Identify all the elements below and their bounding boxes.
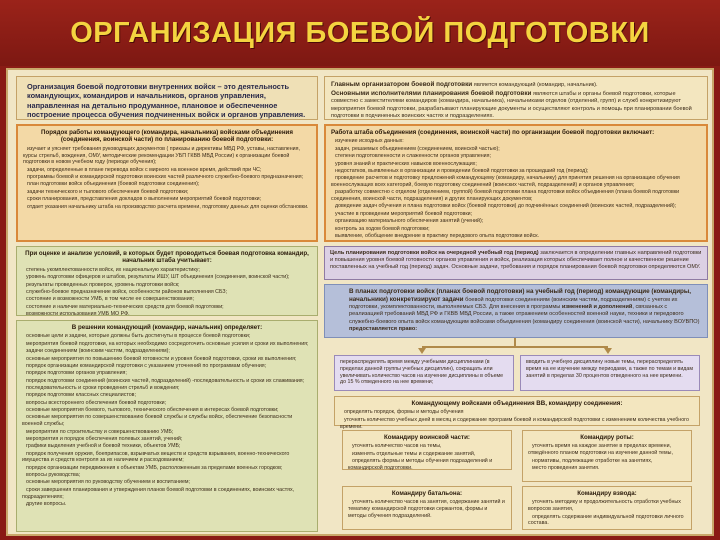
order-item: отдает указания начальнику штаба на производство расчета времени, подготовку данных для оценки обстановки. <box>27 203 309 210</box>
commander-vv-box <box>334 396 700 430</box>
unit-commander-item: уточнять количество часов на темы, <box>352 443 442 450</box>
right-left-box <box>334 355 514 391</box>
analysis-item: степень укомплектованности войск, их национальную характеристику; <box>26 266 200 273</box>
decision-item: основные мероприятия по руководству обучением и воспитанием; <box>26 479 191 486</box>
decision-item: мероприятия боевой подготовки, на которых необходимо сосредоточить основные усилия и сроки их выполнения; <box>26 340 309 347</box>
intro-text: Организация боевой подготовки внутренних войск – это деятельность командующих, командиров и начальников, органов управления, направленная на детально продуманное, плановое и обеспеченное построение процесса обучения подчиненных войск и органов управления. <box>27 82 306 119</box>
unit-commander-item: изменять отдельные темы и содержание занятий, <box>352 450 476 457</box>
hq-box <box>324 124 708 242</box>
decision-box <box>16 320 318 532</box>
company-commander-item: место проведения занятия. <box>532 464 600 471</box>
order-item: задачи технического и тылового обеспечения боевой подготовки; <box>27 188 189 195</box>
organizers-line1: Главным организатором боевой подготовки является командующий (командир, начальник). <box>331 81 598 88</box>
page-title: ОРГАНИЗАЦИЯ БОЕВОЙ ПОДГОТОВКИ <box>70 16 650 49</box>
hq-item: недостатков, выявленных в организации и проведении боевой подготовки за прошедший год (период); <box>335 167 589 174</box>
goal-box <box>324 246 708 280</box>
battalion-commander-item: уточнять количество часов на занятия, содержание занятий и тематику командирской подготовки сержантов, формы и методы обучения подразделений. <box>348 499 505 519</box>
decision-item: порядок подготовки классных специалистов; <box>26 392 136 399</box>
hq-item: степени подготовленности и слаженности органов управления; <box>335 153 491 160</box>
arrow-down-icon <box>418 348 426 354</box>
connector-line <box>514 338 516 346</box>
hq-item: участие в проведении мероприятий боевой подготовки; <box>335 210 473 217</box>
decision-item: задачи соединениям (воинским частям, подразделениям); <box>26 348 170 355</box>
decision-item: вопросы руководства; <box>26 472 81 479</box>
platoon-commander-box <box>522 486 692 530</box>
plans-text: В планах подготовки войск (планах боевой подготовки) на учебный год (период) командующие (командиры, начальники) конкретизируют задачи боевой подготовки соединениям (воинским частям, подразделениям) с учетом их подготовки, укомплектованности, выполняемых СБЗ. Для внесения в программы изменений и дополнений, связанных с реализацией требований МВД РФ и ГКВВ МВД России, а также отражением особенностей военной науки, техники и передового служебно-боевого опыта войск командующим войсками объединения (командиру соединения (воинской части), начальнику ВОУВПО) предоставляется право: <box>349 288 700 332</box>
analysis-item: уровень подготовки офицеров и штабов, результаты ИШУ, ШТ объединения (соединения, воинской части); <box>26 274 290 281</box>
decision-item: другие вопросы. <box>26 500 67 507</box>
company-commander-box <box>522 430 692 482</box>
order-title: Порядок работы командующего (командира, начальника) войсками объединения (соединения, воинской части) по планированию боевой подготовки: <box>41 129 293 144</box>
commander-vv-title: Командующему войсками объединения ВВ, командиру соединения: <box>411 400 623 407</box>
hq-item: задач, решаемых объединением (соединением, воинской частью); <box>335 145 500 152</box>
unit-commander-box <box>342 430 512 470</box>
decision-item: основные мероприятия по совершенствованию боевой службы и службы войск, обеспечение безопасности военной службы; <box>22 414 293 428</box>
decision-item: основные мероприятия боевого, тылового, технического обеспечения в интересах боевой подготовки; <box>26 407 279 414</box>
right-right-text: вводить в учебную дисциплину новые темы, перераспределять время на ее изучение между периодами, а также по темам и видам занятий в пределах 30 процентов отведенного на нее времени. <box>526 359 693 379</box>
decision-item: основные мероприятия по повышению боевой готовности и уровня боевой подготовки, сроки их выполнения; <box>26 355 297 362</box>
platoon-commander-item: уточнять методику и продолжительность отработки учебных вопросов занятия, <box>528 499 681 513</box>
order-item: план подготовки войск объединения (боевой подготовки соединения); <box>27 181 200 188</box>
order-item: сроки планирования, представления докладов о выполнении мероприятий боевой подготовки; <box>27 196 262 203</box>
decision-item: графики выделения учебной и боевой техники, объектов УМБ; <box>26 443 181 450</box>
decision-item: мероприятия по строительству и совершенствованию УМБ; <box>26 428 174 435</box>
company-commander-item: нормативы, подлежащие отработке на занятиях, <box>532 457 653 464</box>
analysis-item: состояние и наличие материально-технических средств для боевой подготовки; <box>26 303 224 310</box>
analysis-title: При оценке и анализе условий, в которых будет проводиться боевая подготовка командир, начальник штаба учитывает: <box>25 250 309 265</box>
hq-item: проведение расчетов и подготовку предложений командующему (командиру, начальнику) для принятия решения на организацию обучения военнослужащих всех категорий, боевую подготовку соединений (воинских частей, подразделений) и органов управления; <box>331 175 680 188</box>
decision-item: порядок получения оружия, боеприпасов, взрывчатых веществ и средств взрывания, военно-технического имущества и средств контроля за их наличием и расходованием; <box>22 450 290 464</box>
platoon-commander-title: Командиру взвода: <box>577 490 637 497</box>
analysis-item: возможности использования УМБ МО РФ. <box>26 311 130 318</box>
decision-title: В решении командующий (командир, начальник) определяет: <box>71 324 263 331</box>
analysis-item: результаты проведенных проверок, уровень подготовки войск; <box>26 281 180 288</box>
order-item: программы боевой и командирской подготовки воинских частей различного служебно-боевого предназначения; <box>27 174 304 181</box>
order-item: изучает и уясняет требования руководящих документов ( приказы и директивы МВД РФ, уставы, наставления, курсы стрельб, вождения, ОМУ, методические рекомендации УБП ГКВВ МВД России) к организации боевой подготовки в новом учебном году (периоде обучения); <box>23 145 300 166</box>
unit-commander-item: определять формы и методы обучения подразделений и командирской подготовки. <box>348 458 493 471</box>
company-commander-item: уточнять время на каждое занятие в пределах времени, отведённого планом подготовки на изучение данной темы, <box>528 443 673 457</box>
decision-item: основные цели и задачи, которые должны быть достигнуты в процессе боевой подготовки; <box>26 333 251 340</box>
decision-item: сроки завершения планирования и утверждения планов боевой подготовки в соединениях, воинских частях, подразделениях; <box>22 486 295 500</box>
company-commander-title: Командиру роты: <box>580 434 634 441</box>
organizers-line2: Основными исполнителями планирования боевой подготовки являются штабы и органы боевой подготовки, которые совместно с заместителями командиров (командира, начальника), начальниками отделов (отделений, групп) и служб конкретизируют мероприятия боевой подготовки, разрабатывают планирующие документы и осуществляют контроль и помощь при планировании боевой подготовки в подчиненных воинских частях и подразделениях. <box>331 89 692 119</box>
hq-item: разработку совместно с отделом (отделением, группой) боевой подготовки плана подготовки войск объединения (плана боевой подготовки соединения, воинской части, подразделения) и других планирующих документов; <box>331 189 680 203</box>
analysis-item: служебно-боевое предназначение войск, особенности районов выполнения СБЗ; <box>26 288 228 295</box>
right-left-text: перераспределять время между учебными дисциплинами (в пределах данной группы учебных дисциплин), сокращать или увеличивать количество часов на изучение дисциплины в объеме до 15 % отведенного на нее времени; <box>340 359 504 386</box>
poster <box>6 68 714 536</box>
decision-item: порядок подготовки соединений (воинских частей, подразделений) -последовательность и сроки их слаживания; <box>26 377 305 384</box>
header-banner <box>0 0 720 66</box>
plans-box <box>324 284 708 338</box>
decision-item: мероприятия и порядок обеспечения полевых занятий, учений; <box>26 435 183 442</box>
right-right-box <box>520 355 700 391</box>
analysis-box <box>16 246 318 316</box>
decision-item: порядок организации командирской подготовки с указанием уточнений по программам обучения; <box>26 362 267 369</box>
connector-line <box>422 346 608 348</box>
organizers-box <box>324 76 708 120</box>
order-box <box>16 124 318 242</box>
decision-item: порядок подготовки органов управления; <box>26 370 127 377</box>
order-item: задачи, определенные в плане перевода войск с мирного на военное время, действий при ЧС; <box>27 166 262 173</box>
intro-box <box>16 76 318 120</box>
hq-item: организацию материального обеспечения занятий (учений); <box>335 218 484 225</box>
unit-commander-title: Командиру воинской части: <box>384 434 470 441</box>
analysis-item: состояние и возможности УМБ, в том числе ее совершенствования; <box>26 296 194 303</box>
decision-item: последовательность и сроки проведения стрельб и вождения; <box>26 384 180 391</box>
hq-item: уровня знаний и практических навыков военнослужащих; <box>335 160 477 167</box>
commander-vv-item: определять порядок, формы и методы обучения <box>344 409 464 416</box>
hq-title: Работа штаба объединения (соединения, воинской части) по организации боевой подготовки включает: <box>331 129 655 136</box>
battalion-commander-title: Командиру батальона: <box>391 490 463 497</box>
battalion-commander-box <box>342 486 512 530</box>
hq-item: выявление, обобщение внедрение в практику передового опыта подготовки войск. <box>335 232 540 239</box>
decision-item: порядок организации передвижения к объектам УМБ, расположенным за пределами военных городков; <box>26 464 283 471</box>
hq-item: изучение исходных данных: <box>335 138 404 145</box>
commander-vv-item: уточнять количество учебных дней в месяц и содержание программ боевой и командирской подготовки с изменением количества учебного времени. <box>340 416 689 430</box>
arrow-down-icon <box>604 348 612 354</box>
hq-item: контроль за ходом боевой подготовки; <box>335 225 430 232</box>
goal-text: Цель планирования подготовки войск на очередной учебный год (период) заключается в определении главных направлений подготовки и повышения уровня боевой готовности органов управления и войск, реализация которых обеспечивает полное и качественное решение поставленных на учебный год (период) задач. Основные задачи, требования и порядок планирования боевой подготовки определяются ОМУ. <box>330 250 702 271</box>
platoon-commander-item: определять содержание индивидуальной подготовки личного состава. <box>528 513 684 527</box>
decision-item: вопросы всестороннего обеспечения боевой подготовки; <box>26 399 167 406</box>
hq-item: доведение задач обучения и плана подготовки войск (боевой подготовки) до подчинённых соединений (воинских частей, подразделений); <box>335 203 677 210</box>
